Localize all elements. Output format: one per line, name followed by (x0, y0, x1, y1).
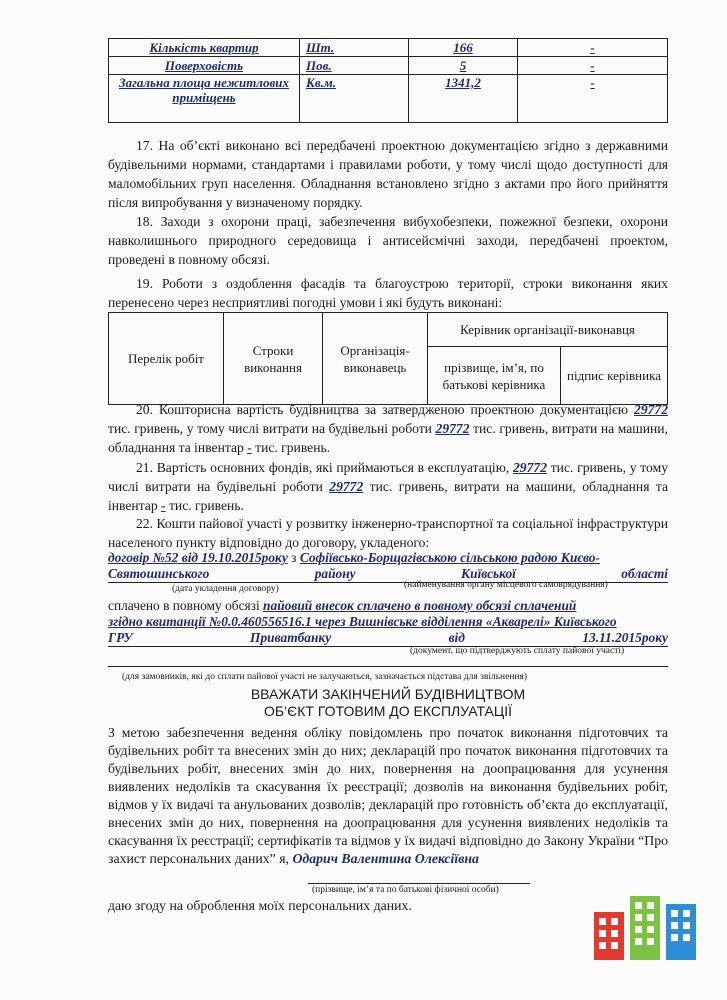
paid-line-1: сплачено в повному обсязі пайовий внесок сплачено в повному обсязі сплачений (108, 598, 577, 613)
heading-line-1: ВВАЖАТИ ЗАКІНЧЕНИЙ БУДІВНИЦТВОМ (250, 686, 526, 702)
blue-building-icon (666, 904, 696, 960)
authority-caption: (найменування органу місцевого самоврядування) (404, 580, 608, 590)
row-value: 5 (409, 57, 518, 75)
estimate-equipment: - (247, 440, 252, 455)
row-value: 166 (409, 39, 518, 57)
building-logo (594, 896, 704, 962)
consent-end: даю згоду на оброблення моїх персональних даних. (108, 898, 412, 913)
row-name: Поверховість (109, 57, 300, 75)
contract-date: договір №52 від 19.10.2015року (108, 550, 288, 565)
row-name: Кількість квартир (109, 39, 300, 57)
funds-total: 29772 (513, 460, 547, 475)
row-extra: - (518, 75, 668, 123)
estimate-construction: 29772 (435, 421, 470, 436)
contract-line-2: Святошинського району Київської області (108, 566, 668, 581)
funds-construction: 29772 (329, 479, 364, 494)
local-authority: Софіївсько-Борщагівською сільською радою Києво- (299, 550, 600, 565)
payment-note: пайовий внесок сплачено в повному обсязі сплачений (263, 598, 577, 613)
paragraph-21: 21. Вартість основних фондів, які приймаються в експлуатацію, 29772 тис. гривень, у тому числі витрати на будівельні роботи 29772 тис. гривень, витрати на машини, обладнання та інвентар - тис. гривень. (108, 460, 668, 513)
row-name: Загальна площа нежитлових приміщень (109, 75, 300, 123)
row-value: 1341,2 (409, 75, 518, 123)
signer-caption: (прізвище, ім’я та по батькові фізичної особи) (312, 885, 499, 895)
row-unit: Пов. (300, 57, 409, 75)
col-manager-sign: підпис керівника (561, 347, 668, 405)
paragraph-19: 19. Роботи з оздоблення фасадів та благоустрою території, строки виконання яких перенесено через несприятливі погодні умови і які будуть виконані: (108, 276, 668, 310)
signer-name: Одарич Валентина Олексіївна (292, 851, 479, 866)
paragraph-17: 17. На об’єкті виконано всі передбачені проектною документацією згідно з державними будівельними нормами, стандартами і правилами роботи, у тому числі щодо доступності для маломобільних груп населення. Обладнання встановлено згідно з актами про його прийняття після випробування у визначеному порядку. (108, 138, 668, 210)
contract-date-caption: (дата укладення договору) (172, 584, 279, 594)
col-terms: Строки виконання (224, 313, 323, 405)
paid-line-2 (108, 614, 668, 630)
heading-line-2: ОБ’ЄКТ ГОТОВИМ ДО ЕКСПЛУАТАЦІЇ (263, 703, 512, 719)
works-table (108, 312, 668, 405)
col-manager: Керівник організації-виконавця (428, 313, 668, 347)
row-extra: - (518, 39, 668, 57)
contract-line-1: договір №52 від 19.10.2015року з Софіївсько-Борщагівською сільською радою Києво- (108, 550, 600, 565)
row-unit: Шт. (300, 39, 409, 57)
green-building-icon (630, 896, 660, 960)
table-row (109, 57, 668, 75)
funds-equipment: - (161, 498, 166, 513)
paragraph-20: 20. Кошторисна вартість будівництва за затвердженою проектною документацією 29772 тис. гривень, у тому числі витрати на будівельні роботи 29772 тис. гривень, витрати на машини, обладнання та інвентар - тис. гривень. (108, 402, 668, 455)
col-manager-name: прізвище, ім’я, по батькові керівника (428, 347, 561, 405)
signer-underline (308, 883, 530, 884)
receipt-info: згідно квитанції №0.0.460556516.1 через Вишнівське відділення «Акварелі» Київського (108, 614, 617, 629)
summary-table (108, 38, 668, 123)
consent-paragraph: З метою забезпечення ведення обліку повідомлень про початок виконання підготовчих та будівельних робіт та внесених змін до них; декларацій про початок виконання підготовчих та будівельних робіт, внесених змін до них, повернення на доопрацювання для усунення виявлених недоліків та скасування їх реєстрації; дозволів на виконання будівельних робіт, відмов у їх видачі та анульованих дозволів; декларацій про готовність об’єкта до експлуатації, внесених змін до них, повернення на доопрацювання для усунення виявлених недоліків та скасування їх реєстрації; сертифікатів та відмов у їх видачі відповідно до Закону України “Про захист персональних даних” я, Одарич Валентина Олексіївна (108, 725, 668, 866)
estimate-total: 29772 (634, 402, 668, 417)
paragraph-22: 22. Кошти пайової участі у розвитку інженерно-транспортної та соціальної інфраструктури населеного пункту відповідно до договору, укладеного: (108, 516, 668, 550)
row-unit: Кв.м. (300, 75, 409, 123)
table-row (109, 39, 668, 57)
row-extra: - (518, 57, 668, 75)
col-contractor: Організація-виконавець (323, 313, 428, 405)
paid-line-3: ГРУ Приватбанку від 13.11.2015року (108, 630, 668, 645)
paragraph-18: 18. Заходи з охорони праці, забезпечення вибухобезпеки, пожежної безпеки, охорони навколишнього природного середовища і антисейсмічні заходи, передбачені проектом, проведені в повному обсязі. (108, 214, 668, 267)
col-works: Перелік робіт (109, 313, 224, 405)
exemption-note: (для замовників, які до сплати пайової участі не залучаються, зазначається підстава для звільнення) (122, 672, 528, 682)
divider-line (108, 666, 668, 667)
table-row (109, 75, 668, 123)
red-building-icon (594, 912, 624, 960)
payment-caption: (документ, що підтверджують сплату пайової участі) (410, 646, 625, 656)
